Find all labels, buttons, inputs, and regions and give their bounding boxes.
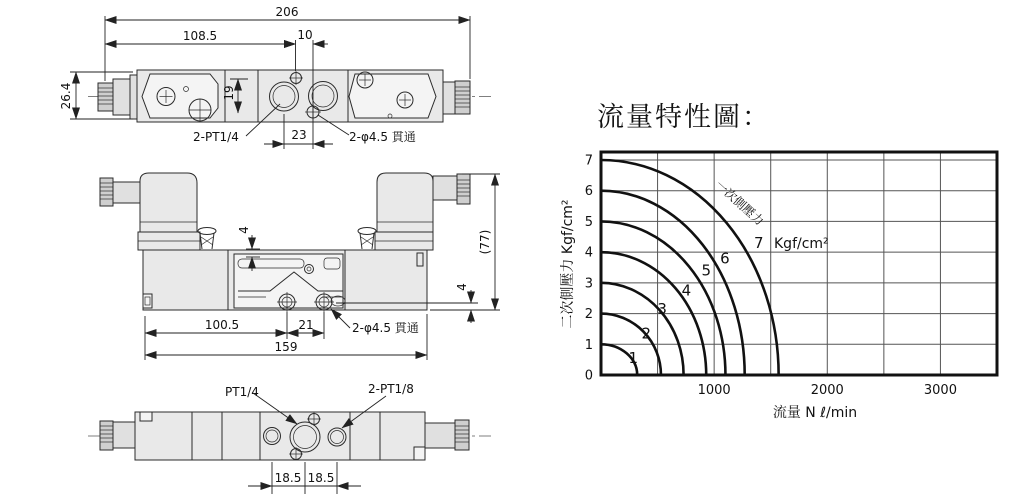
- svg-text:6: 6: [720, 249, 730, 268]
- top-view: [59, 5, 492, 149]
- svg-text:4: 4: [681, 281, 692, 300]
- svg-text:5: 5: [701, 261, 711, 280]
- port-label-2-pt14: 2-PT1/4: [193, 130, 239, 144]
- svg-text:3: 3: [584, 276, 593, 292]
- svg-text:1: 1: [628, 349, 639, 368]
- svg-text:6: 6: [584, 184, 593, 200]
- dim-21: 21: [298, 318, 314, 332]
- svg-text:5: 5: [584, 214, 593, 230]
- dim-108-5: 108.5: [182, 29, 218, 43]
- dim-18-5-left: 18.5: [274, 471, 302, 485]
- x-axis-label: 流量 N ℓ/min: [772, 405, 858, 421]
- dim-10: 10: [297, 28, 313, 42]
- dim-159: 159: [274, 340, 298, 354]
- y-axis-label: 二次側壓力 Kgf/cm²: [560, 199, 576, 329]
- dim-4-right: 4: [455, 283, 469, 291]
- label-2-pt18: 2-PT1/8: [368, 382, 414, 396]
- chart-grid: [601, 152, 997, 375]
- svg-text:7: 7: [584, 153, 593, 169]
- svg-text:0: 0: [584, 368, 593, 384]
- dim-19: 19: [222, 85, 236, 101]
- override-fitting-right: [358, 228, 376, 250]
- svg-text:7: 7: [754, 233, 764, 252]
- hole-label-top: 2-φ4.5 貫通: [349, 130, 416, 144]
- override-fitting-left: [198, 228, 216, 250]
- svg-text:3: 3: [657, 299, 667, 318]
- dim-100-5: 100.5: [204, 318, 240, 332]
- dim-77: (77): [478, 229, 492, 255]
- dim-23: 23: [291, 128, 307, 142]
- svg-text:1000: 1000: [697, 383, 731, 398]
- svg-text:2000: 2000: [810, 383, 844, 398]
- bottom-view: [88, 382, 492, 494]
- dim-206: 206: [275, 5, 299, 19]
- chart-title: 流量特性圖：: [597, 102, 771, 133]
- svg-text:2: 2: [584, 307, 593, 323]
- dim-18-5-right: 18.5: [307, 471, 335, 485]
- primary-pressure-annotation: 一次側壓力: [712, 177, 767, 229]
- dim-26-4: 26.4: [59, 82, 73, 110]
- front-view: [100, 173, 500, 360]
- svg-text:1: 1: [584, 337, 593, 353]
- svg-text:2: 2: [641, 324, 652, 343]
- svg-text:3000: 3000: [923, 383, 957, 398]
- plot-border: [601, 152, 997, 375]
- label-pt14: PT1/4: [225, 385, 259, 399]
- svg-text:4: 4: [584, 245, 593, 261]
- chart-curves: [601, 160, 779, 375]
- flow-chart: [560, 140, 1024, 450]
- curve-unit-label: Kgf/cm²: [774, 236, 829, 252]
- hole-label-front: 2-φ4.5 貫通: [352, 321, 419, 335]
- dim-4-top: 4: [237, 226, 251, 234]
